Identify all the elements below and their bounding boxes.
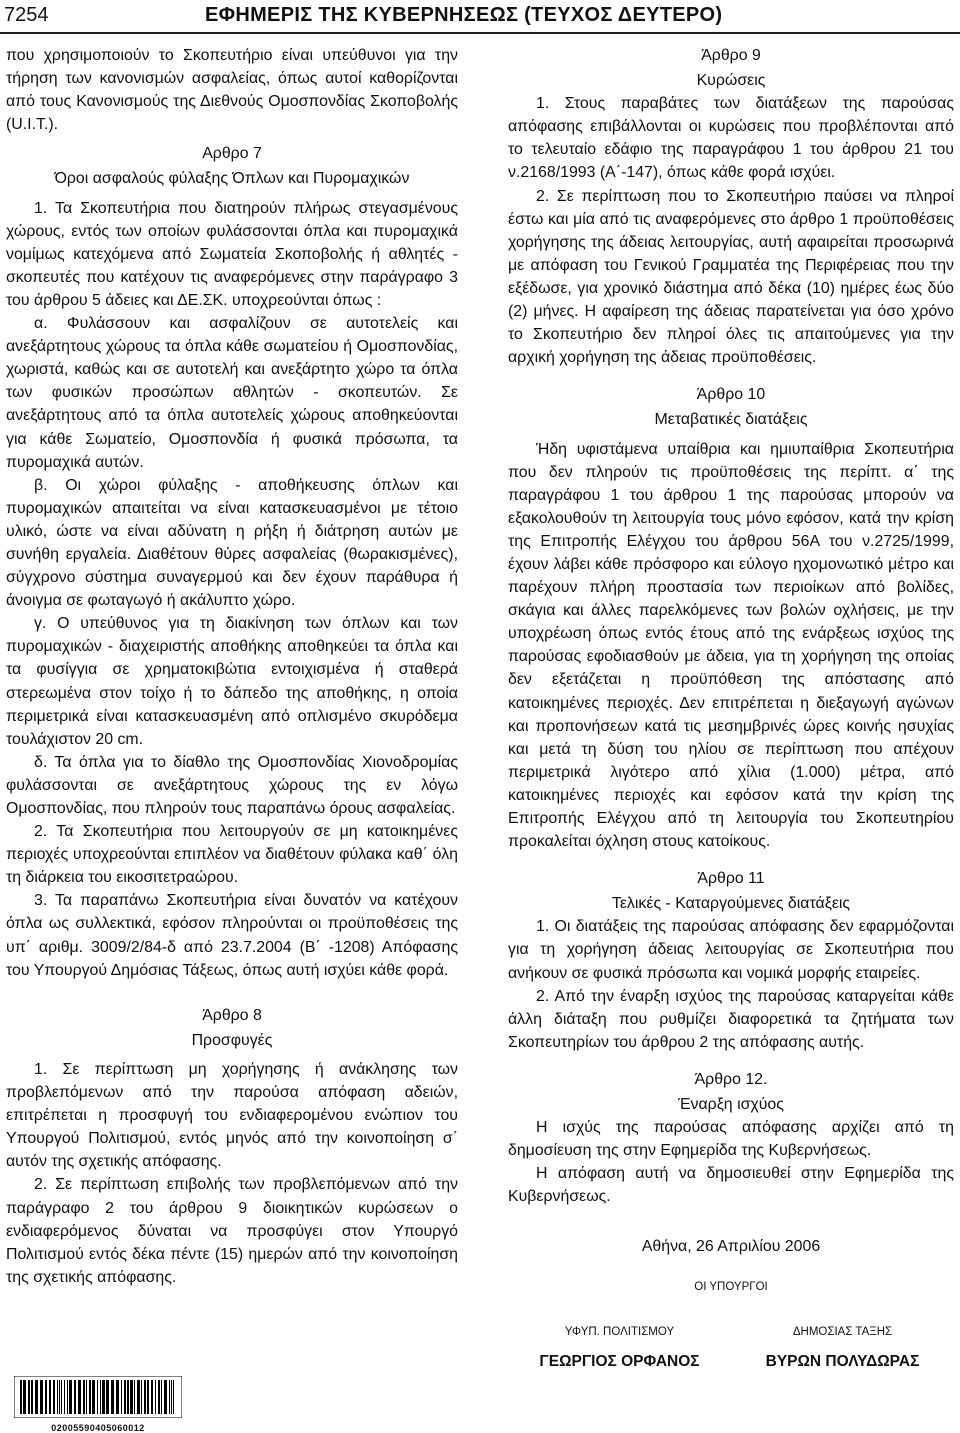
article-7-title: Αρθρο 7 (202, 145, 262, 163)
article-8-subtitle: Προσφυγές (191, 1031, 273, 1049)
article-11-title: Άρθρο 11 (697, 870, 765, 888)
article-11-paragraph-2: 2. Από την έναρξη ισχύος της παρούσας καταργείται κάθε άλλη διάταξη που ρυθμίζει διαφορετικά τα ζητήματα των Σκοπευτηρίων του άρθρου 2 της απόφασης αυτής. (508, 987, 954, 1051)
article-7-subtitle: Όροι ασφαλούς φύλαξης Όπλων και Πυρομαχικών (54, 170, 410, 188)
page-header (0, 0, 960, 34)
signature-2-role: ΔΗΜΟΣΙΑΣ ΤΑΞΗΣ (792, 1325, 893, 1338)
article-7-item-b: β. Οι χώροι φύλαξης - αποθήκευσης όπλων και πυρομαχικών απαιτείται να είναι κατασκευασμένοι με τέτοιο υλικό, ώστε να είναι αδύνατη η ρήξη ή διάτρηση αυτών με συνήθη εργαλεία. Διαθέτουν θύρες ασφαλείας (θωρακισμένες), σύγχρονο σύστημα συναγερμού και δεν έχουν παράθυρα ή άνοιγμα σε φωταγωγό ή ακάλυπτο χώρο. (6, 476, 458, 610)
article-7-paragraph-3: 3. Τα παραπάνω Σκοπευτήρια είναι δυνατόν να κατέχουν όπλα ως συλλεκτικά, εφόσον πληρούνται οι προϋποθέσεις της υπ΄ αριθμ. 3009/2/84-δ από 23.7.2004 (Β΄ -1208) Απόφασης του Υπουργού Δημόσιας Τάξεως, όπως αυτή ισχύει κάθε φορά. (6, 892, 458, 979)
article-8-paragraph-1: 1. Σε περίπτωση μη χορήγησης ή ανάκλησης των προβλεπόμενων από την παρούσα απόφαση αδειών, επιτρέπεται η προσφυγή του ενδιαφερομένου ενώπιον του Υπουργού Πολιτισμού, εντός μηνός από την κοινοποίηση σ΄ αυτόν της σχετικής απόφασης. (6, 1060, 458, 1171)
article-7-item-a: α. Φυλάσσουν και ασφαλίζουν σε αυτοτελείς και ανεξάρτητους χώρους τα όπλα κάθε σωματείου ή Ομοσπονδίας, χωριστά, καθώς και σε αυτοτελή και ανεξάρτητο χώρο τα όπλα των φυσικών προσώπων αθλητών - σκοπευτών. Σε ανεξάρτητους από τα όπλα αυτοτελείς χώρους αποθηκεύονται για κάθε Σωματείο, Ομοσπονδία ή φυσικά πρόσωπα, τα πυρομαχικά αυτών. (6, 315, 458, 471)
article-9-paragraph-1: 1. Στους παραβάτες των διατάξεων της παρούσας απόφασης επιβάλλονται οι κυρώσεις που προβλέπονται από το τελευταίο εδάφιο της παραγράφου 1 του άρθρου 21 του ν.2168/1993 (Α΄-147), όπως κάθε φορά ισχύει. (508, 95, 954, 182)
article-7-paragraph-1: 1. Τα Σκοπευτήρια που διατηρούν πλήρως στεγασμένους χώρους, εντός των οποίων φυλάσσονται όπλα και πυρομαχικά νομίμως κατεχόμενα από Σωματεία Σκοποβολής ή αθλητές - σκοπευτές που κατέχουν τις αναφερόμενες στην παράγραφο 3 του άρθρου 5 άδειες και ΔΕ.ΣΚ. υποχρεούνται όπως : (6, 199, 458, 309)
article-9-subtitle: Κυρώσεις (696, 72, 766, 90)
signature-2-name: ΒΥΡΩΝ ΠΟΛΥΔΩΡΑΣ (765, 1352, 920, 1370)
article-10-subtitle: Μεταβατικές διατάξεις (654, 411, 808, 429)
signature-2 (731, 1321, 954, 1373)
signature-1-name: ΓΕΩΡΓΙΟΣ ΟΡΦΑΝΟΣ (539, 1352, 700, 1370)
signature-ministers-label: ΟΙ ΥΠΟΥΡΓΟΙ (694, 1280, 768, 1293)
article-12-title: Άρθρο 12. (694, 1070, 768, 1088)
article-7-paragraph-2: 2. Τα Σκοπευτήρια που λειτουργούν σε μη κατοικημένες περιοχές υποχρεούνται επιπλέον να διαθέτουν φύλακα καθ΄ όλη τη διάρκεια του εικοσιτετραώρου. (6, 823, 458, 887)
article-10-title: Άρθρο 10 (696, 386, 766, 404)
left-column (6, 44, 458, 1289)
article-11-subtitle: Τελικές - Καταργούμενες διατάξεις (611, 895, 851, 913)
page-number: 7254 (4, 4, 49, 26)
article-7-item-c: γ. Ο υπεύθυνος για τη διακίνηση των όπλων και των πυρομαχικών - διαχειριστής αποθήκης αποθηκεύει τα όπλα και τα φυσίγγια σε χρηματοκιβώτια εντοιχισμένα ή σταθερά στερεωμένα στον τοίχο ή το δάπεδο της αποθήκης, η οποία περιμετρικά είναι κατασκευασμένη από οπλισμένο σκυρόδεμα τουλάχιστον 20 cm. (6, 615, 458, 748)
signature-1-role: ΥΦΥΠ. ΠΟΛΙΤΙΣΜΟΥ (564, 1325, 675, 1338)
signature-date: Αθήνα, 26 Απριλίου 2006 (641, 1237, 821, 1255)
article-8-paragraph-2: 2. Σε περίπτωση επιβολής των προβλεπόμενων από την παράγραφο 2 του άρθρου 9 διοικητικών κυρώσεων ο ενδιαφερόμενος δύναται να προσφύγει στον Υπουργό Πολιτισμού εντός δέκα πέντε (15) ημερών από την κοινοποίηση της σχετικής απόφασης. (6, 1176, 458, 1286)
barcode-bars (14, 1376, 182, 1418)
right-column (508, 44, 954, 1373)
signature-1 (508, 1321, 731, 1373)
intro-paragraph: που χρησιμοποιούν το Σκοπευτήριο είναι υπεύθυνοι για την τήρηση των κανονισμών ασφαλείας, όπως αυτοί καθορίζονται από τους Κανονισμούς της Διεθνούς Ομοσπονδίας Σκοποβολής (U.I.T.). (6, 47, 458, 134)
journal-title: ΕΦΗΜΕΡΙΣ ΤΗΣ ΚΥΒΕΡΝΗΣΕΩΣ (ΤΕΥΧΟΣ ΔΕΥΤΕΡΟ) (205, 4, 723, 26)
article-9-title: Άρθρο 9 (701, 47, 761, 64)
article-11-paragraph-1: 1. Οι διατάξεις της παρούσας απόφασης δεν εφαρμόζονται για τη χορήγηση άδειας λειτουργίας σε Σκοπευτήρια που ανήκουν σε φυσικά πρόσωπα και νομικά μορφής εταιρείες. (508, 918, 954, 982)
article-12-paragraph-1: Η ισχύς της παρούσας απόφασης αρχίζει από τη δημοσίευση της στην Εφημερίδα της Κυβερνήσεως. (508, 1119, 954, 1160)
article-9-paragraph-2: 2. Σε περίπτωση που το Σκοπευτήριο παύσει να πληροί έστω και μία από τις αναφερόμενες στο άρθρο 1 προϋποθέσεις χορήγησης της άδειας λειτουργίας, αυτή αφαιρείται προσωρινά με απόφαση του Γενικού Γραμματέα της Περιφέρειας που την εξέδωσε, για χρονικό διάστημα από δέκα (10) ημέρες έως δύο (2) μήνες. Η αφαίρεση της άδειας παρατείνεται για όσο χρόνο το Σκοπευτήριο δεν πληροί όλες τις απαιτούμενες για την αρχική χορήγηση της άδειας προϋποθέσεις. (508, 187, 954, 367)
barcode-number: 02005590405060012 (51, 1423, 145, 1433)
article-10-paragraph-1: Ήδη υφιστάμενα υπαίθρια και ημιυπαίθρια Σκοπευτήρια που δεν πληρούν τις προϋποθέσεις της περίπτ. α΄ της παραγράφου 1 του άρθρου 1 της παρούσας μπορούν να εξακολουθούν τη λειτουργία τους μόνο εφόσον, κατά την κρίση της Επιτροπής Ελέγχου του άρθρου 56Α του ν.2725/1999, έχουν λάβει κάθε πρόσφορο και εύλογο ηχομονωτικό μέτρο και παρέχουν πλήρη προστασία των περιοίκων από βολίδες, σκάγια και άλλες παρελκόμενες των βολών οχλήσεις, με την υποχρέωση όπως εντός έτους από της ενάρξεως ισχύος της παρούσας εφοδιασθούν με άδεια, για τη χορήγηση της οποίας δεν εξετάζεται η προϋπόθεση της απόστασης από κατοικημένες περιοχές. Δεν επιτρέπεται η διεξαγωγή αγώνων και προπονήσεων κατά τις μεσημβρινές ώρες κοινής ησυχίας και μετά τη δύση του ηλίου σε περίπτωση που απέχουν περιμετρικά λιγότερο από χίλια (1.000) μέτρα, από κατοικημένες περιοχές και εφόσον κατά την κρίση της Επιτροπής Ελέγχου από τη λειτουργία του Σκοπευτηρίου προκαλείται όχληση στους κατοίκους. (508, 440, 954, 851)
signature-block (508, 1321, 954, 1373)
article-8-title: Άρθρο 8 (202, 1006, 262, 1024)
barcode (14, 1376, 182, 1433)
article-12-subtitle: Έναρξη ισχύος (678, 1096, 784, 1114)
article-12-paragraph-2: Η απόφαση αυτή να δημοσιευθεί στην Εφημερίδα της Κυβερνήσεως. (508, 1165, 954, 1206)
article-7-item-d: δ. Τα όπλα για το δίαθλο της Ομοσπονδίας Χιονοδρομίας φυλάσσονται σε ανεξάρτητους χώρους της εν λόγω Ομοσπονδίας, που πληρούν τους παραπάνω όρους ασφαλείας. (6, 753, 458, 817)
